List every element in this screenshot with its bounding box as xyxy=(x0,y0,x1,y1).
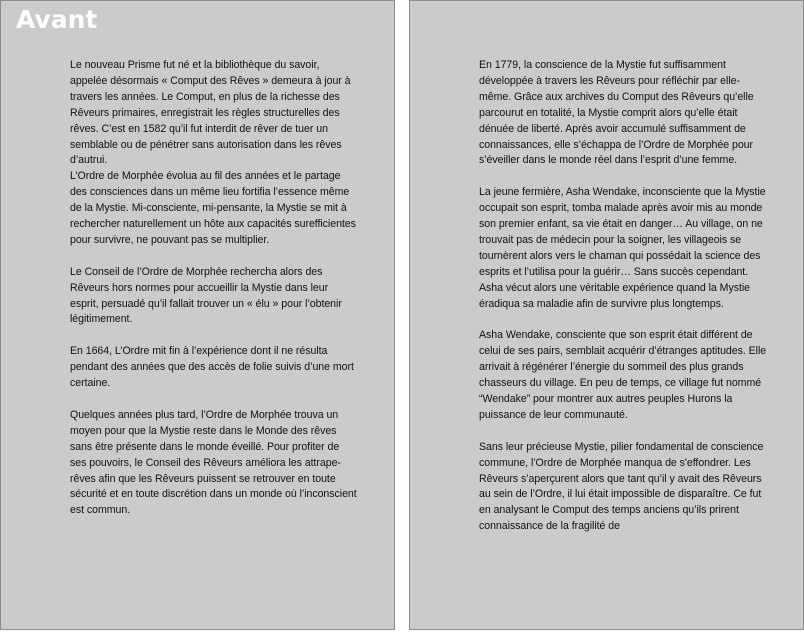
left-page xyxy=(0,0,395,630)
paragraph: En 1779, la conscience de la Mystie fut suffisamment développée à travers les Rêveurs pour réfléchir par elle-même. Grâce aux archives du Comput des Rêveurs qu’elle parcourut en totalité, la Mystie comprit alors qu’elle était dénuée de liberté. Après avoir accumulé suffisamment de connaissances, elle s’échappa de l’Ordre de Morphée pour s’éveiller dans le monde réel dans l’esprit d’une femme. xyxy=(479,59,754,167)
paragraph: Le Conseil de l’Ordre de Morphée rechercha alors des Rêveurs hors normes pour accueillir la Mystie dans leur esprit, persuadé qu’il fallait trouver un « élu » pour l’obtenir légitimement. xyxy=(70,265,342,326)
paragraph: Asha Wendake, consciente que son esprit était différent de celui de ses pairs, semblait acquérir d’étranges aptitudes. Elle arrivait à régénérer l’énergie du sommeil des plus grands chasseurs du village. En peu de temps, ce village fut nommé “Wendake” pour montrer aux autres peuples Hurons la puissance de leur communauté. xyxy=(479,329,767,421)
right-text-column xyxy=(479,58,767,551)
section-title: Avant xyxy=(16,5,98,34)
paragraph: En 1664, L’Ordre mit fin à l’expérience dont il ne résulta pendant des années que des accès de folie suivis d’une mort certaine. xyxy=(70,345,354,390)
paragraph: Quelques années plus tard, l’Ordre de Morphée trouva un moyen pour que la Mystie reste dans le Monde des rêves sans être présente dans le monde éveillé. Pour profiter de ses pouvoirs, le Conseil des Rêveurs améliora les attrape-rêves afin que les Rêveurs puissent se retrouver en toute sécurité et en toute discrétion dans un monde où l’inconscient est commun. xyxy=(70,408,357,517)
paragraph: La jeune fermière, Asha Wendake, inconsciente que la Mystie occupait son esprit, tomba malade après avoir mis au monde son premier enfant, sa vie était en danger… Au village, on ne trouvait pas de médecin pour la soigner, les villageois se tournèrent alors vers le chaman qui possédait la science des esprits et l’utilisa pour la guérir… Sans succès cependant. Asha vécut alors une véritable expérience quand la Mystie éradiqua sa maladie afin de survivre plus longtemps. xyxy=(479,186,766,310)
paragraph: Sans leur précieuse Mystie, pilier fondamental de conscience commune, l’Ordre de Morphée manqua de s'effondrer. Les Rêveurs s’aperçurent alors que tant qu’il y avait des Rêveurs au sein de l’Ordre, il lui était impossible de disparaître. Ce fut en analysant le Comput des temps anciens qu’ils prirent connaissance de la fragilité de xyxy=(479,440,764,533)
left-text-column xyxy=(70,58,358,535)
paragraph: L’Ordre de Morphée évolua au fil des années et le partage des consciences dans un même lieu fortifia l’essence même de la Mystie. Mi-consciente, mi-pensante, la Mystie se mit à rechercher naturellement un hôte aux capacités surefficientes pour survivre, ne pouvant pas se multiplier. xyxy=(70,170,356,246)
right-page xyxy=(409,0,804,630)
paragraph: Le nouveau Prisme fut né et la bibliothèque du savoir, appelée désormais « Comput des Rêves » demeura à jour à travers les années. Le Comput, en plus de la richesse des Rêveurs primaires, enregistrait les règles structurelles des rêves. C’est en 1582 qu’il fut interdit de rêver de tuer un semblable ou de pénétrer sans autorisation dans les rêves d’autrui. xyxy=(70,59,351,167)
